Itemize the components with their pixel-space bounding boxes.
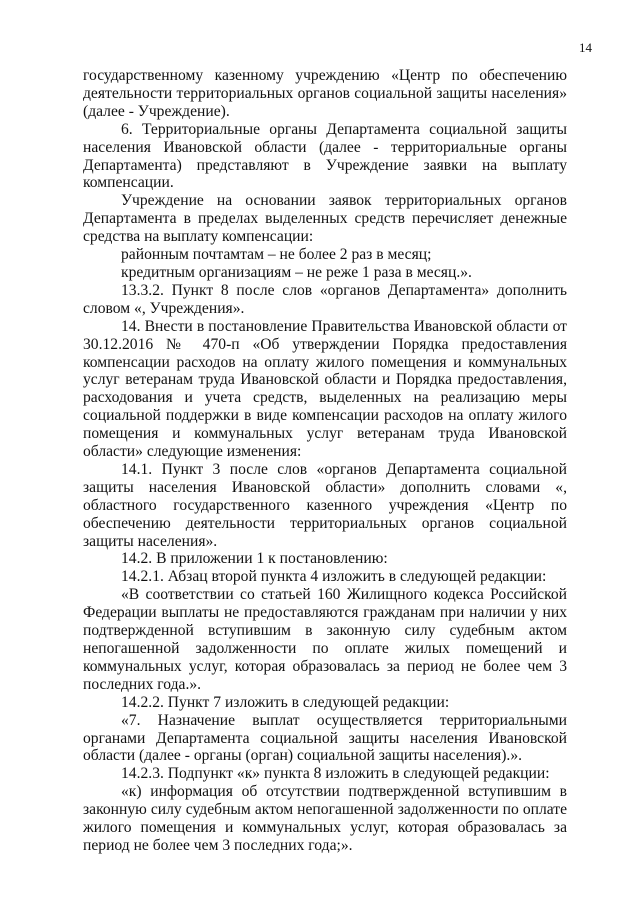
paragraph-14-2-2: 14.2.2. Пункт 7 изложить в следующей редакции: [121, 693, 450, 711]
paragraph-credit-organizations: кредитным организациям – не реже 1 раза в месяц.». [121, 263, 472, 281]
paragraph-quote-subitem-k: «к) информация об отсутствии подтвержденной вступившим в законную силу судебным актом непогашенной задолженности по оплате жилого помещения и коммунальных услуг, которая образовалась за период не более чем 3 последних года;». [83, 783, 567, 854]
paragraph-continuation: государственному казенному учреждению «Центр по обеспечению деятельности территориальных органов социальной защиты населения» (далее - Учреждение). [83, 67, 567, 120]
paragraph-14-1: 14.1. Пункт 3 после слов «органов Департамента социальной защиты населения Ивановской области» дополнить словами «, областного государственного казенного учреждения «Центр по обеспечению деятельности территориальных органов социальной защиты населения». [83, 460, 567, 550]
paragraph-14-2: 14.2. В приложении 1 к постановлению: [121, 550, 388, 568]
paragraph-post-offices: районным почтамтам – не более 2 раз в месяц; [121, 246, 432, 264]
paragraph-13-3-2: 13.3.2. Пункт 8 после слов «органов Департамента» дополнить словом «, Учреждения». [83, 281, 567, 317]
page-number: 14 [579, 40, 592, 55]
paragraph-14: 14. Внести в постановление Правительства Ивановской области от 30.12.2016 № 470-п «Об утверждении Порядка предоставления компенсации расходов на оплату жилого помещения и коммунальных услуг ветеранам труда Ивановской области и Порядка предоставления, расходования и учета средств, выделенных на реализацию меры социальной поддержки в виде компенсации расходов на оплату жилого помещения и коммунальных услуг ветеранам труда Ивановской области» следующие изменения: [83, 317, 567, 461]
paragraph-item-6: 6. Территориальные органы Департамента социальной защиты населения Ивановской области (далее - территориальные органы Департамента) представляют в Учреждение заявки на выплату компенсации. [83, 120, 567, 192]
paragraph-quote-item-7: «7. Назначение выплат осуществляется территориальными органами Департамента социальной защиты населения Ивановской области (далее - органы (орган) социальной защиты населения).». [83, 711, 567, 765]
document-body [83, 67, 567, 855]
paragraph-quote-article-160: «В соответствии со статьей 160 Жилищного кодекса Российской Федерации выплаты не предоставляются гражданам при наличии у них подтвержденной вступившим в законную силу судебным актом непогашенной задолженности по оплате жилых помещений и коммунальных услуг, которая образовалась за период не более чем 3 последних года.». [83, 586, 567, 693]
paragraph-transfer-funds: Учреждение на основании заявок территориальных органов Департамента в пределах выделенных средств перечисляет денежные средства на выплату компенсации: [83, 192, 567, 246]
paragraph-14-2-1: 14.2.1. Абзац второй пункта 4 изложить в следующей редакции: [121, 568, 547, 586]
paragraph-14-2-3: 14.2.3. Подпункт «к» пункта 8 изложить в следующей редакции: [121, 765, 550, 783]
